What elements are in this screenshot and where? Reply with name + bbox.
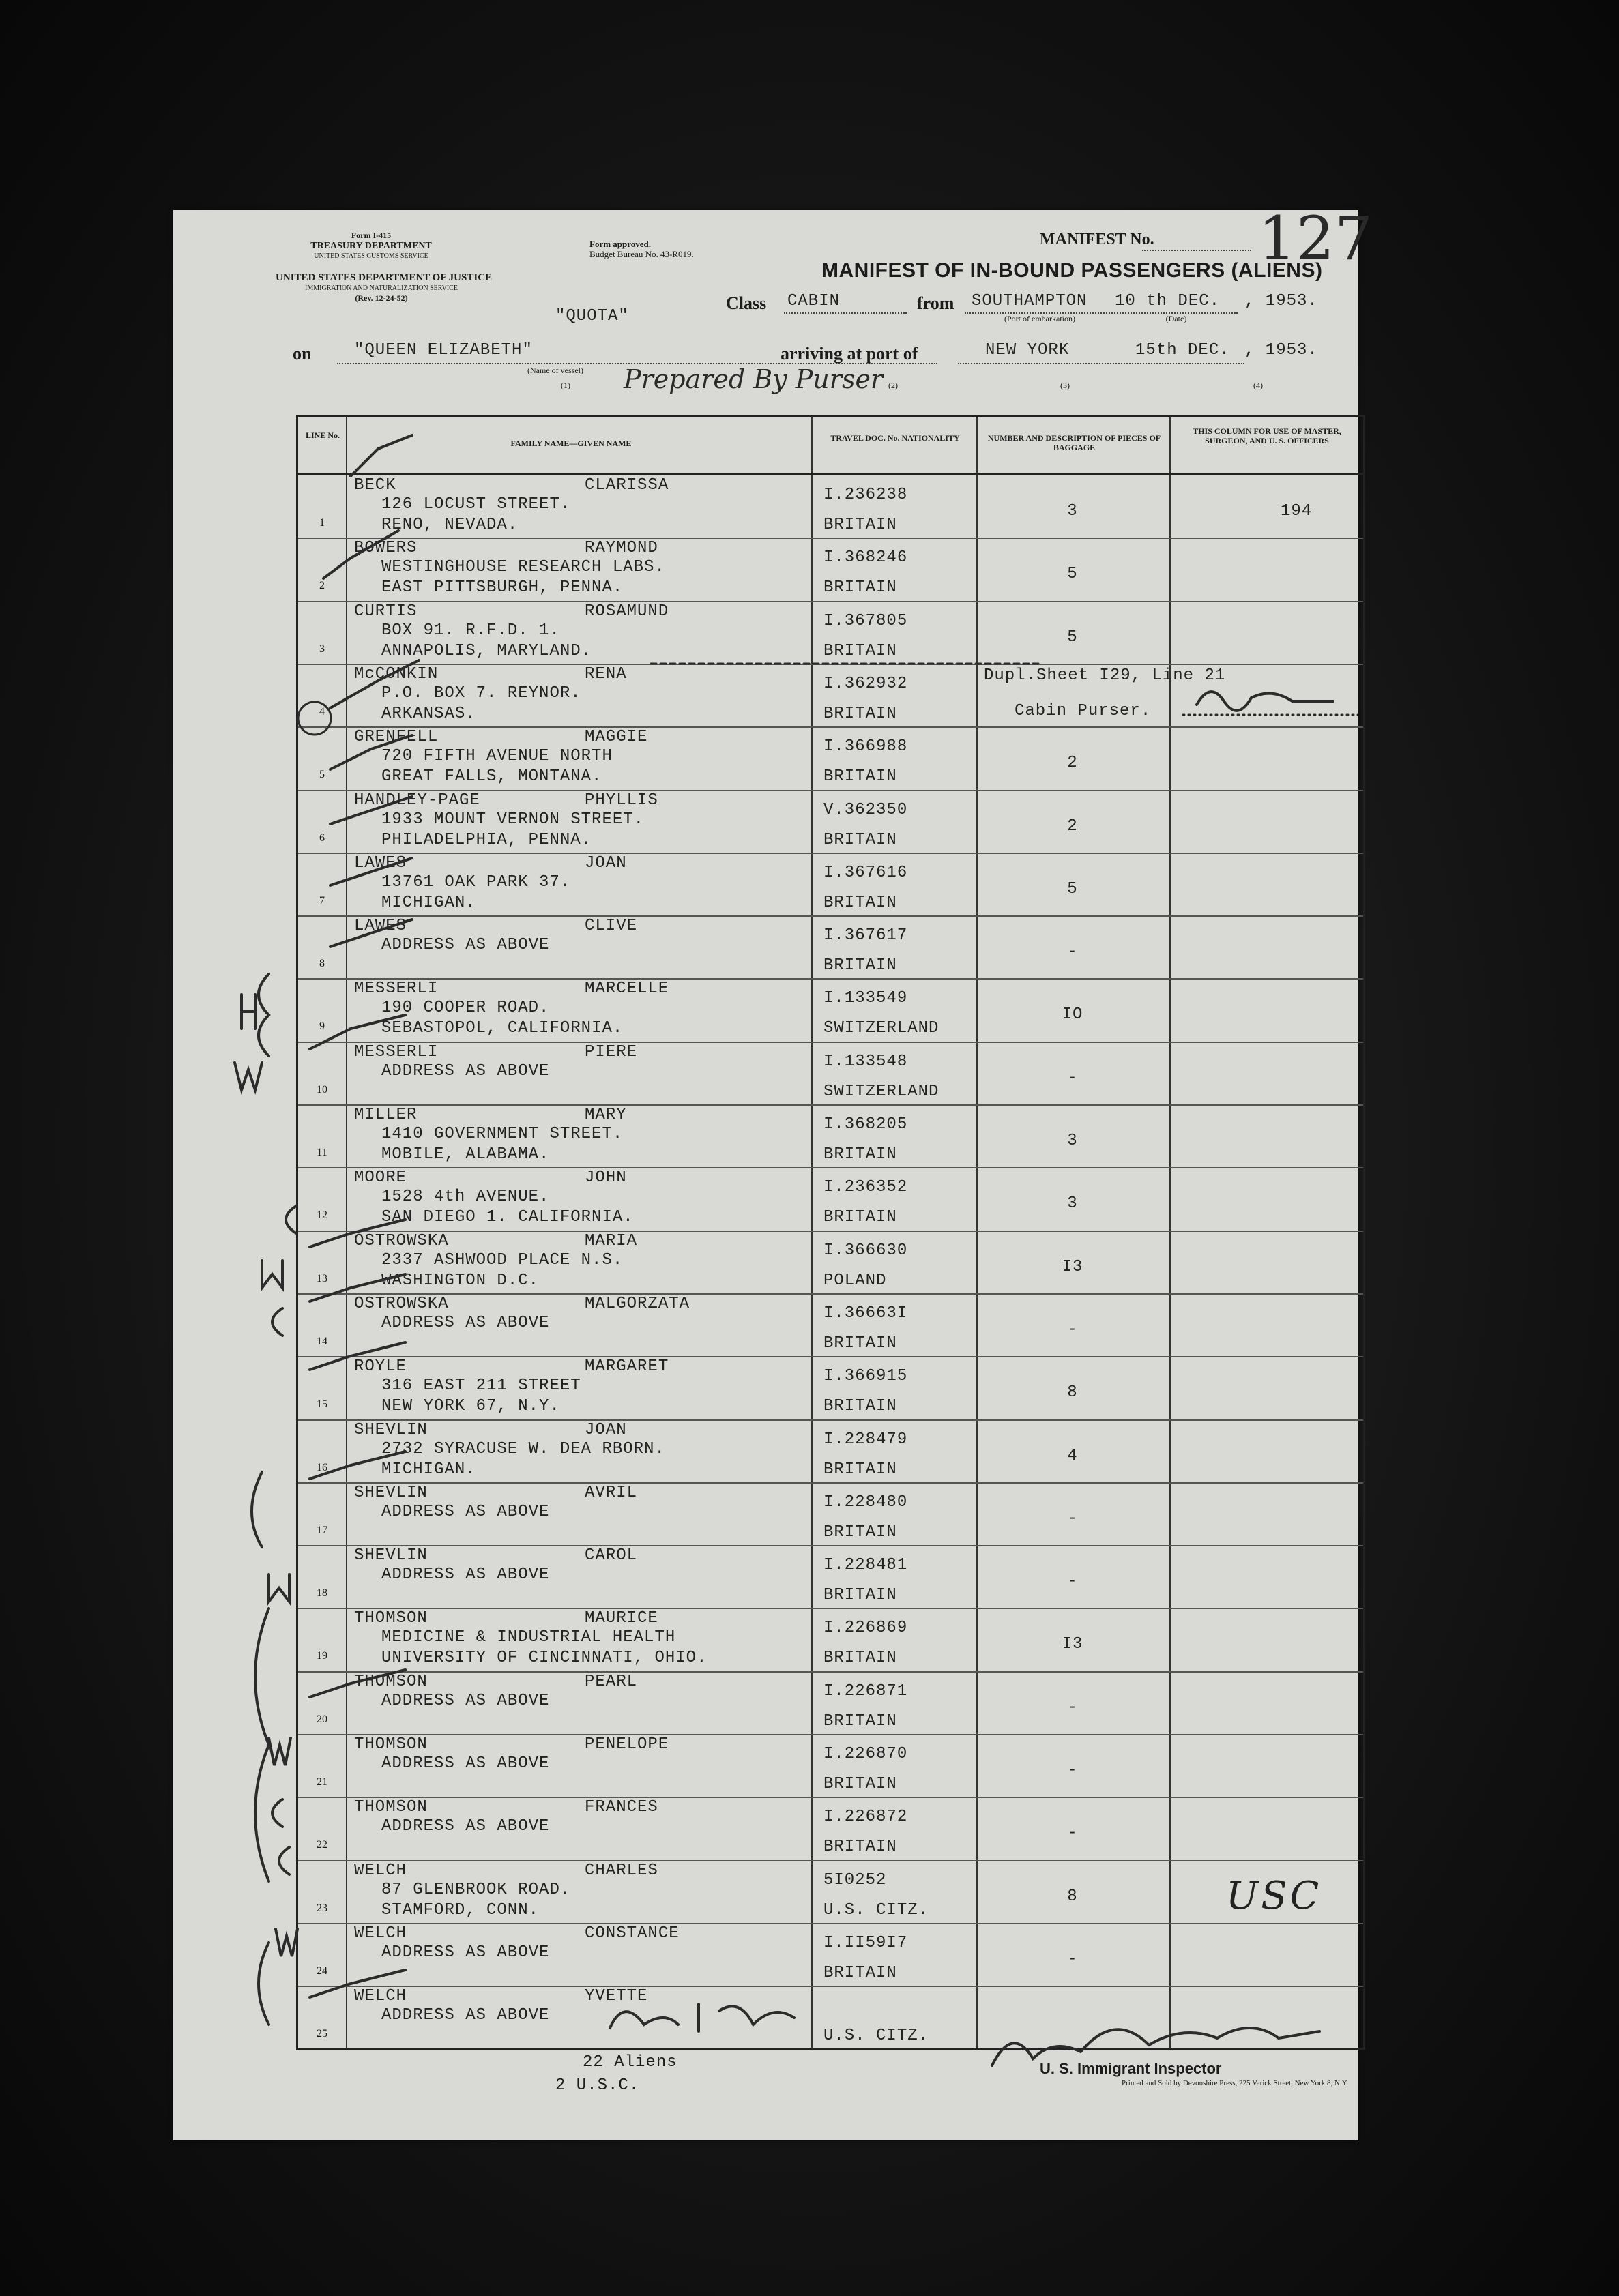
baggage-count: - [1067, 1698, 1078, 1717]
ins-service: IMMIGRATION AND NATURALIZATION SERVICE [305, 284, 458, 292]
check-mark [310, 1274, 405, 1301]
family-name: MESSERLI [354, 1042, 439, 1061]
nationality: BRITAIN [823, 578, 897, 598]
given-name: CAROL [585, 1546, 638, 1565]
nationality: BRITAIN [823, 1460, 897, 1479]
family-brace [255, 1608, 269, 1881]
line-number: 8 [319, 958, 325, 970]
travel-doc-no: I.228480 [823, 1492, 908, 1512]
check-mark [310, 1970, 405, 1997]
manifest-page [173, 203, 1373, 2140]
justice-dept: UNITED STATES DEPARTMENT OF JUSTICE [276, 272, 493, 283]
class-label: Class [726, 293, 767, 313]
address-line-1: 190 COOPER ROAD. [381, 999, 550, 1018]
customs-service: UNITED STATES CUSTOMS SERVICE [314, 252, 428, 260]
treasury-dept: TREASURY DEPARTMENT [310, 241, 432, 251]
th-name: FAMILY NAME—GIVEN NAME [510, 439, 632, 448]
address-line-1: ADDRESS AS ABOVE [381, 1061, 550, 1080]
nationality: BRITAIN [823, 1838, 897, 1857]
address-line-2: NEW YORK 67, N.Y. [381, 1397, 560, 1416]
family-name: THOMSON [354, 1609, 428, 1628]
baggage-count: - [1067, 943, 1078, 962]
address-line-1: 87 GLENBROOK ROAD. [381, 1880, 571, 1899]
travel-doc-no: I.36663I [823, 1304, 908, 1323]
class-value: CABIN [787, 292, 841, 310]
on-label: on [293, 344, 312, 364]
address-line-1: MEDICINE & INDUSTRIAL HEALTH [381, 1628, 676, 1647]
line-number: 12 [317, 1209, 327, 1222]
nationality: BRITAIN [823, 767, 897, 786]
hand-letters [269, 1738, 291, 1765]
given-name: MAURICE [585, 1609, 658, 1628]
baggage-count: 8 [1067, 1383, 1078, 1402]
nationality: SWITZERLAND [823, 1019, 939, 1038]
given-name: CONSTANCE [585, 1924, 680, 1943]
family-name: WELCH [354, 1987, 407, 2006]
address-line-1: ADDRESS AS ABOVE [381, 1754, 550, 1773]
hand-letters [262, 1261, 282, 1288]
travel-doc-no: I.133549 [823, 989, 908, 1008]
given-name: RAYMOND [585, 539, 658, 558]
check-mark [310, 1220, 405, 1247]
family-name: ROYLE [354, 1357, 407, 1377]
family-name: MILLER [354, 1106, 418, 1124]
family-name: THOMSON [354, 1735, 428, 1754]
line-number: 25 [317, 2028, 327, 2040]
baggage-count: 5 [1067, 565, 1078, 584]
line-number: 19 [317, 1650, 327, 1662]
family-brace [259, 974, 269, 1056]
th-line-no: LINE No. [305, 430, 340, 440]
address-line-1: 316 EAST 211 STREET [381, 1377, 581, 1396]
form-number: Form I-415 [351, 231, 392, 240]
address-line-1: 2732 SYRACUSE W. DEA RBORN. [381, 1439, 665, 1458]
line-circle [298, 702, 331, 735]
arriving-date: 15th DEC. [1135, 341, 1230, 359]
family-name: CURTIS [354, 602, 418, 621]
line-number: 5 [319, 769, 325, 781]
nationality: BRITAIN [823, 1334, 897, 1353]
arriving-port: NEW YORK [985, 341, 1070, 359]
address-line-1: 2337 ASHWOOD PLACE N.S. [381, 1250, 624, 1269]
check-mark [330, 660, 419, 708]
address-line-2: WASHINGTON D.C. [381, 1271, 540, 1290]
given-name: PHYLLIS [585, 791, 658, 810]
travel-doc-no: I.236238 [823, 486, 908, 504]
nationality: POLAND [823, 1271, 887, 1290]
col-num-1: (1) [561, 381, 570, 390]
address-line-1: 126 LOCUST STREET. [381, 495, 571, 514]
baggage-count: 2 [1067, 816, 1078, 836]
baggage-count: I3 [1062, 1635, 1083, 1654]
hand-letters [269, 1574, 289, 1602]
family-name: GRENFELL [354, 728, 439, 747]
line-number: 2 [319, 580, 325, 592]
th-officers: THIS COLUMN FOR USE OF MASTER, SURGEON, AND U. S. OFFICERS [1193, 426, 1341, 445]
travel-doc-no: I.226870 [823, 1745, 908, 1763]
rev-date: (Rev. 12-24-52) [355, 293, 408, 303]
hand-letters [272, 1308, 282, 1336]
line-number: 14 [317, 1335, 327, 1347]
line-number: 7 [319, 894, 325, 907]
address-line-2: RENO, NEVADA. [381, 516, 519, 534]
check-mark [351, 435, 412, 476]
travel-doc-no: I.226872 [823, 1808, 908, 1827]
baggage-count: - [1067, 1824, 1078, 1843]
line-number: 16 [317, 1461, 327, 1473]
nationality: BRITAIN [823, 1208, 897, 1227]
baggage-count: 8 [1067, 1887, 1078, 1906]
family-name: HANDLEY-PAGE [354, 791, 480, 810]
line-number: 24 [317, 1964, 327, 1977]
baggage-count: - [1067, 1509, 1078, 1528]
nationality: BRITAIN [823, 1963, 897, 1982]
travel-doc-no: I.228479 [823, 1430, 908, 1449]
given-name: PIERE [585, 1042, 638, 1061]
address-line-1: WESTINGHOUSE RESEARCH LABS. [381, 558, 665, 577]
from-caption: (Port of embarkation) [1004, 314, 1075, 323]
given-name: JOAN [585, 853, 627, 872]
address-line-1: 1410 GOVERNMENT STREET. [381, 1125, 624, 1143]
purser-signature [1197, 692, 1333, 711]
baggage-count: IO [1062, 1005, 1083, 1025]
line-number: 22 [317, 1839, 327, 1851]
line-number: 15 [317, 1398, 327, 1411]
vessel-caption: (Name of vessel) [527, 366, 583, 375]
line-number: 23 [317, 1902, 327, 1914]
baggage-count: - [1067, 1320, 1078, 1339]
given-name: MARCELLE [585, 980, 669, 999]
family-name: LAWES [354, 917, 407, 936]
purser-note: Cabin Purser. [1015, 701, 1152, 720]
given-name: ROSAMUND [585, 602, 669, 621]
check-mark [310, 1015, 405, 1049]
inspector-signature [992, 2028, 1319, 2065]
line-number: 18 [317, 1587, 327, 1600]
nationality: BRITAIN [823, 1522, 897, 1542]
check-mark [310, 1342, 405, 1370]
travel-doc-no: V.362350 [823, 800, 908, 819]
travel-doc-no: I.133548 [823, 1052, 908, 1071]
manifest-title: MANIFEST OF IN-BOUND PASSENGERS (ALIENS) [821, 259, 1323, 282]
nationality: BRITAIN [823, 516, 897, 534]
nationality: BRITAIN [823, 641, 897, 660]
address-line-1: BOX 91. R.F.D. 1. [381, 621, 560, 640]
usc-total: 2 U.S.C. [555, 2076, 640, 2095]
given-name: MARY [585, 1106, 627, 1124]
baggage-count: 2 [1067, 754, 1078, 773]
given-name: MARIA [585, 1231, 638, 1250]
given-name: RENA [585, 664, 627, 683]
address-line-2: ANNAPOLIS, MARYLAND. [381, 641, 592, 660]
family-name: BOWERS [354, 539, 418, 558]
travel-doc-no: I.366988 [823, 737, 908, 756]
hand-letters [272, 1799, 282, 1827]
address-line-2: SAN DIEGO 1. CALIFORNIA. [381, 1208, 634, 1227]
check-mark [310, 1452, 405, 1479]
travel-doc-no: 5I0252 [823, 1870, 887, 1889]
line-number: 4 [319, 705, 325, 718]
budget-line: Budget Bureau No. 43-R019. [589, 249, 694, 259]
col-num-4: (4) [1253, 381, 1263, 390]
duplicate-note: Dupl.Sheet I29, Line 21 [984, 666, 1226, 685]
family-name: BECK [354, 476, 396, 495]
travel-doc-no: I.II59I7 [823, 1933, 908, 1952]
given-name: MARGARET [585, 1357, 669, 1377]
check-mark [310, 1670, 405, 1697]
family-name: WELCH [354, 1924, 407, 1943]
check-mark [323, 531, 398, 578]
nationality: BRITAIN [823, 704, 897, 723]
family-name: MESSERLI [354, 980, 439, 999]
check-mark [330, 797, 412, 824]
address-line-1: 720 FIFTH AVENUE NORTH [381, 747, 613, 766]
hand-letters [242, 995, 255, 1029]
address-line-1: ADDRESS AS ABOVE [381, 2006, 550, 2025]
family-brace [259, 1943, 269, 2025]
travel-doc-no: I.228481 [823, 1556, 908, 1575]
address-line-1: ADDRESS AS ABOVE [381, 1313, 550, 1332]
nationality: BRITAIN [823, 1775, 897, 1793]
line-number: 17 [317, 1524, 327, 1536]
baggage-count: I3 [1062, 1257, 1083, 1276]
address-line-2: STAMFORD, CONN. [381, 1900, 540, 1919]
line-number: 1 [319, 517, 325, 529]
line-number: 10 [317, 1083, 327, 1095]
address-line-2: ARKANSAS. [381, 704, 476, 723]
line-number: 13 [317, 1272, 327, 1284]
family-name: THOMSON [354, 1672, 428, 1691]
baggage-count: 3 [1067, 502, 1078, 520]
family-name: OSTROWSKA [354, 1231, 449, 1250]
th-baggage: NUMBER AND DESCRIPTION OF PIECES OF BAGGAGE [987, 433, 1161, 452]
vessel-name: "QUEEN ELIZABETH" [354, 341, 533, 359]
given-name: PENELOPE [585, 1735, 669, 1754]
nationality: BRITAIN [823, 1397, 897, 1416]
address-line-1: ADDRESS AS ABOVE [381, 1943, 550, 1962]
line-number: 9 [319, 1020, 325, 1033]
nationality: U.S. CITZ. [823, 1900, 929, 1919]
address-line-2: MICHIGAN. [381, 1460, 476, 1479]
arriving-year: , 1953. [1244, 341, 1318, 359]
given-name: CLARISSA [585, 476, 669, 495]
hand-letters [286, 1206, 296, 1233]
travel-doc-no: I.367616 [823, 863, 908, 882]
inspector-label: U. S. Immigrant Inspector [1040, 2060, 1222, 2077]
travel-doc-no: I.366630 [823, 1241, 908, 1260]
address-line-1: ADDRESS AS ABOVE [381, 1817, 550, 1836]
col-num-3: (3) [1060, 381, 1070, 390]
prepared-by: Prepared By Purser [624, 364, 884, 394]
given-name: CHARLES [585, 1861, 658, 1880]
arriving-label: arriving at port of [781, 344, 918, 364]
family-name: SHEVLIN [354, 1483, 428, 1502]
baggage-count: - [1067, 1949, 1078, 1969]
from-date: 10 th DEC. [1115, 292, 1221, 310]
family-name: WELCH [354, 1861, 407, 1880]
aliens-total: 22 Aliens [583, 2053, 677, 2072]
given-name: MAGGIE [585, 728, 648, 747]
nationality: BRITAIN [823, 1586, 897, 1605]
travel-doc-no: I.368246 [823, 548, 908, 568]
family-name: SHEVLIN [354, 1420, 428, 1439]
address-line-2: EAST PITTSBURGH, PENNA. [381, 578, 624, 598]
line-number: 20 [317, 1713, 327, 1725]
baggage-count: 3 [1067, 1194, 1078, 1213]
travel-doc-no: I.367805 [823, 611, 908, 630]
line-number: 11 [317, 1147, 327, 1158]
given-name: MALGORZATA [585, 1294, 690, 1313]
from-label: from [917, 293, 954, 313]
nationality: U.S. CITZ. [823, 2027, 929, 2046]
address-line-2: MOBILE, ALABAMA. [381, 1145, 550, 1164]
address-line-1: 1528 4th AVENUE. [381, 1188, 550, 1207]
th-travel-doc: TRAVEL DOC. No. NATIONALITY [830, 433, 960, 443]
given-name: JOHN [585, 1168, 627, 1188]
date-caption: (Date) [1165, 314, 1187, 323]
address-line-1: ADDRESS AS ABOVE [381, 1565, 550, 1585]
family-name: MOORE [354, 1168, 407, 1188]
nationality: BRITAIN [823, 1649, 897, 1668]
family-brace [252, 1472, 262, 1547]
address-line-1: ADDRESS AS ABOVE [381, 1691, 550, 1710]
address-line-2: SEBASTOPOL, CALIFORNIA. [381, 1019, 624, 1038]
quota-label: "QUOTA" [555, 307, 629, 325]
travel-doc-no: I.366915 [823, 1367, 908, 1386]
given-name: CLIVE [585, 917, 638, 936]
hand-letters [279, 1847, 289, 1874]
address-line-1: 13761 OAK PARK 37. [381, 872, 571, 892]
address-line-1: ADDRESS AS ABOVE [381, 1502, 550, 1521]
address-line-1: ADDRESS AS ABOVE [381, 936, 550, 955]
officer-note: USC [1226, 1873, 1322, 1918]
given-name: PEARL [585, 1672, 638, 1691]
travel-doc-no: I.368205 [823, 1115, 908, 1134]
col-num-2: (2) [888, 381, 898, 390]
baggage-count: 3 [1067, 1132, 1078, 1150]
travel-doc-no: I.367617 [823, 926, 908, 945]
baggage-count: 5 [1067, 879, 1078, 898]
given-name: JOAN [585, 1420, 627, 1439]
hand-letters [235, 1063, 262, 1090]
manifest-no-label: MANIFEST No. [1040, 231, 1154, 248]
given-name: YVETTE [585, 1987, 648, 2006]
given-name: AVRIL [585, 1483, 638, 1502]
baggage-count: - [1067, 1572, 1078, 1591]
address-line-1: 1933 MOUNT VERNON STREET. [381, 810, 645, 829]
family-name: McCONKIN [354, 664, 439, 683]
family-name: LAWES [354, 853, 407, 872]
address-line-2: PHILADELPHIA, PENNA. [381, 830, 592, 849]
address-line-2: MICHIGAN. [381, 893, 476, 912]
given-name: FRANCES [585, 1798, 658, 1817]
officer-note: 194 [1281, 502, 1313, 520]
from-year: , 1953. [1244, 292, 1318, 310]
nationality: BRITAIN [823, 1145, 897, 1164]
handwriting-layer [173, 210, 1358, 2140]
travel-doc-no: I.236352 [823, 1178, 908, 1197]
nationality: BRITAIN [823, 956, 897, 975]
from-port: SOUTHAMPTON [972, 292, 1088, 310]
travel-doc-no: I.226869 [823, 1619, 908, 1638]
line-number: 21 [317, 1776, 327, 1788]
baggage-count: 5 [1067, 628, 1078, 647]
address-line-1: P.O. BOX 7. REYNOR. [381, 683, 581, 703]
check-mark [330, 919, 412, 947]
travel-doc-no: I.226871 [823, 1681, 908, 1701]
line-number: 6 [319, 831, 325, 844]
nationality: SWITZERLAND [823, 1082, 939, 1101]
family-name: SHEVLIN [354, 1546, 428, 1565]
hand-letters [276, 1929, 297, 1956]
line-number: 3 [319, 643, 325, 655]
address-line-2: GREAT FALLS, MONTANA. [381, 767, 602, 786]
travel-doc-no: I.362932 [823, 674, 908, 693]
nationality: BRITAIN [823, 893, 897, 912]
baggage-count: - [1067, 1068, 1078, 1087]
family-name: OSTROWSKA [354, 1294, 449, 1313]
nationality: BRITAIN [823, 830, 897, 849]
address-line-2: UNIVERSITY OF CINCINNATI, OHIO. [381, 1649, 708, 1668]
manifest-no-value: 127 [1258, 203, 1373, 274]
row25-signature [610, 2004, 794, 2031]
baggage-count: 4 [1067, 1446, 1078, 1465]
nationality: BRITAIN [823, 1711, 897, 1731]
approval-line: Form approved. [589, 239, 652, 249]
baggage-count: - [1067, 1761, 1078, 1780]
printer-note: Printed and Sold by Devonshire Press, 225 Varick Street, New York 8, N.Y. [1122, 2079, 1349, 2087]
family-name: THOMSON [354, 1798, 428, 1817]
check-mark [330, 858, 412, 885]
check-mark [330, 735, 412, 769]
